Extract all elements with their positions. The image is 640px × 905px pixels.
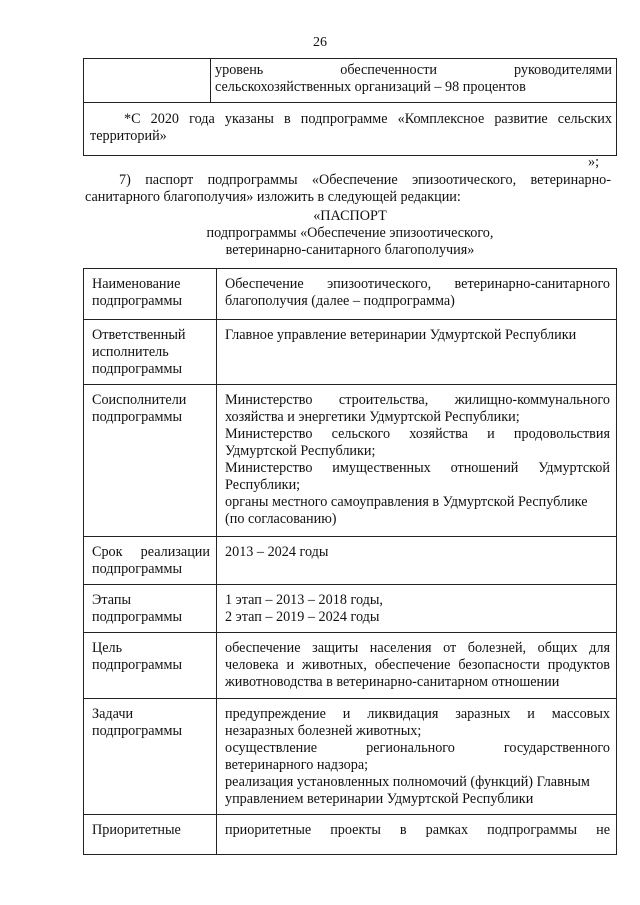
passport-heading xyxy=(83,208,617,259)
row-value: Обеспечение эпизоотического, ветеринарно-санитарного благополучия (далее – подпрограмма) xyxy=(217,269,617,320)
footnote-line-1: *С 2020 года указаны в подпрограмме «Комплексное развитие сельских xyxy=(124,111,612,127)
table-row xyxy=(84,537,617,585)
table-row xyxy=(84,269,617,320)
indicator-line-1: уровень обеспеченности руководителями xyxy=(215,62,612,78)
footnote-line-2: территорий» xyxy=(90,128,167,144)
row-label: Приоритетные xyxy=(84,815,217,855)
table-row xyxy=(84,320,617,385)
indicator-line-2: сельскохозяйственных организаций – 98 процентов xyxy=(215,79,526,95)
row-label: Задачи подпрограммы xyxy=(84,699,217,815)
passport-table xyxy=(83,268,617,855)
indicator-cell xyxy=(211,59,617,103)
table-row xyxy=(84,699,617,815)
row-value: 2013 – 2024 годы xyxy=(217,537,617,585)
table-row xyxy=(84,385,617,537)
row-label: Цель подпрограммы xyxy=(84,633,217,699)
page-number: 26 xyxy=(313,35,327,50)
passport-title: «ПАСПОРТ xyxy=(313,208,387,224)
row-label: Срок реализации подпрограммы xyxy=(84,537,217,585)
continued-table xyxy=(83,58,617,156)
row-value: приоритетные проекты в рамках подпрограммы не xyxy=(217,815,617,855)
amendment-intro xyxy=(85,172,611,206)
row-value: предупреждение и ликвидация заразных и массовых незаразных болезней животных; осуществление регионального государственного ветеринарного надзора; реализация установленных полномочий (функций) Главным управлением ветеринарии Удмуртской Республики xyxy=(217,699,617,815)
passport-subtitle-line-2: ветеринарно-санитарного благополучия» xyxy=(225,242,475,258)
closing-quote: »; xyxy=(588,154,600,170)
row-value: обеспечение защиты населения от болезней, общих для человека и животных, обеспечение безопасности продуктов животноводства в ветеринарно-санитарном отношении xyxy=(217,633,617,699)
row-value: 1 этап – 2013 – 2018 годы, 2 этап – 2019 – 2024 годы xyxy=(217,585,617,633)
table-row xyxy=(84,633,617,699)
passport-subtitle-line-1: подпрограммы «Обеспечение эпизоотического, xyxy=(206,225,494,241)
intro-line-2: санитарного благополучия» изложить в следующей редакции: xyxy=(85,189,461,205)
row-value: Министерство строительства, жилищно-коммунального хозяйства и энергетики Удмуртской Республики; Министерство сельского хозяйства и продовольствия Удмуртской Республики; Министерство имущественных отношений Удмуртской Республики; органы местного самоуправления в Удмуртской Республике (по согласованию) xyxy=(217,385,617,537)
empty-label-cell xyxy=(84,59,211,103)
row-value: Главное управление ветеринарии Удмуртской Республики xyxy=(217,320,617,385)
table-row xyxy=(84,815,617,855)
table-row xyxy=(84,585,617,633)
footnote-cell xyxy=(84,103,617,156)
row-label: Наименование подпрограммы xyxy=(84,269,217,320)
row-label: Этапы подпрограммы xyxy=(84,585,217,633)
row-label: Соисполнители подпрограммы xyxy=(84,385,217,537)
row-label: Ответственный исполнитель подпрограммы xyxy=(84,320,217,385)
intro-line-1: 7) паспорт подпрограммы «Обеспечение эпизоотического, ветеринарно- xyxy=(119,172,611,188)
